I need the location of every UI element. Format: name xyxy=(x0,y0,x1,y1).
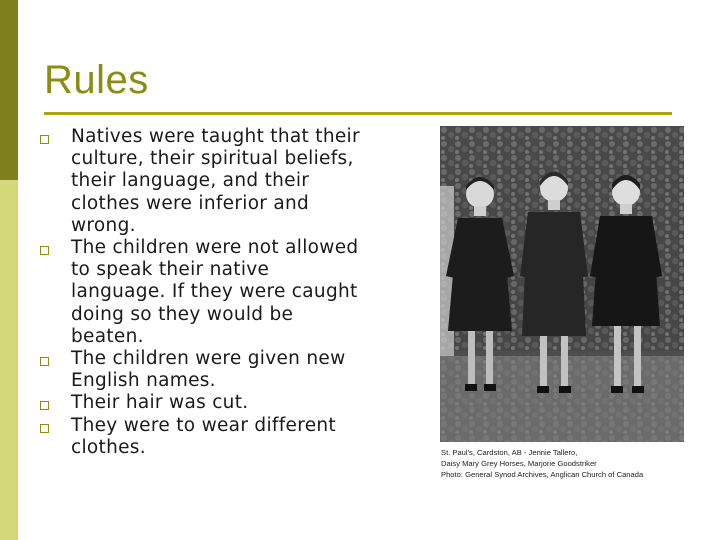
left-accent-bar-light xyxy=(0,180,18,540)
bullet-list xyxy=(40,126,360,459)
photo-illustration xyxy=(440,126,684,442)
square-bullet-icon xyxy=(40,424,49,433)
square-bullet-icon xyxy=(40,357,49,366)
bullet-item xyxy=(40,348,360,392)
bullet-item xyxy=(40,126,360,237)
bullet-text: They were to wear different clothes. xyxy=(71,414,336,458)
bullet-item xyxy=(40,237,360,348)
photo-caption xyxy=(441,447,711,480)
caption-line: Daisy Mary Grey Horses, Marjorie Goodstriker xyxy=(441,459,597,468)
caption-line: St. Paul's, Cardston, AB - Jennie Tallero, xyxy=(441,448,578,457)
title-underline xyxy=(44,112,672,115)
slide-title: Rules xyxy=(44,58,149,102)
historical-photo xyxy=(440,126,684,442)
bullet-text: Their hair was cut. xyxy=(71,392,249,414)
bullet-item xyxy=(40,392,360,414)
bullet-item xyxy=(40,415,360,459)
caption-line: Photo: General Synod Archives, Anglican Church of Canada xyxy=(441,470,644,479)
left-accent-bar-dark xyxy=(0,0,18,180)
square-bullet-icon xyxy=(40,401,49,410)
bullet-text: Natives were taught that their culture, their spiritual beliefs, their language, and their clothes were inferior and wrong. xyxy=(71,126,360,236)
square-bullet-icon xyxy=(40,135,49,144)
square-bullet-icon xyxy=(40,246,49,255)
bullet-text: The children were given new English names. xyxy=(71,348,346,392)
bullet-text: The children were not allowed to speak their native language. If they were caught doing so they would be beaten. xyxy=(71,237,359,347)
